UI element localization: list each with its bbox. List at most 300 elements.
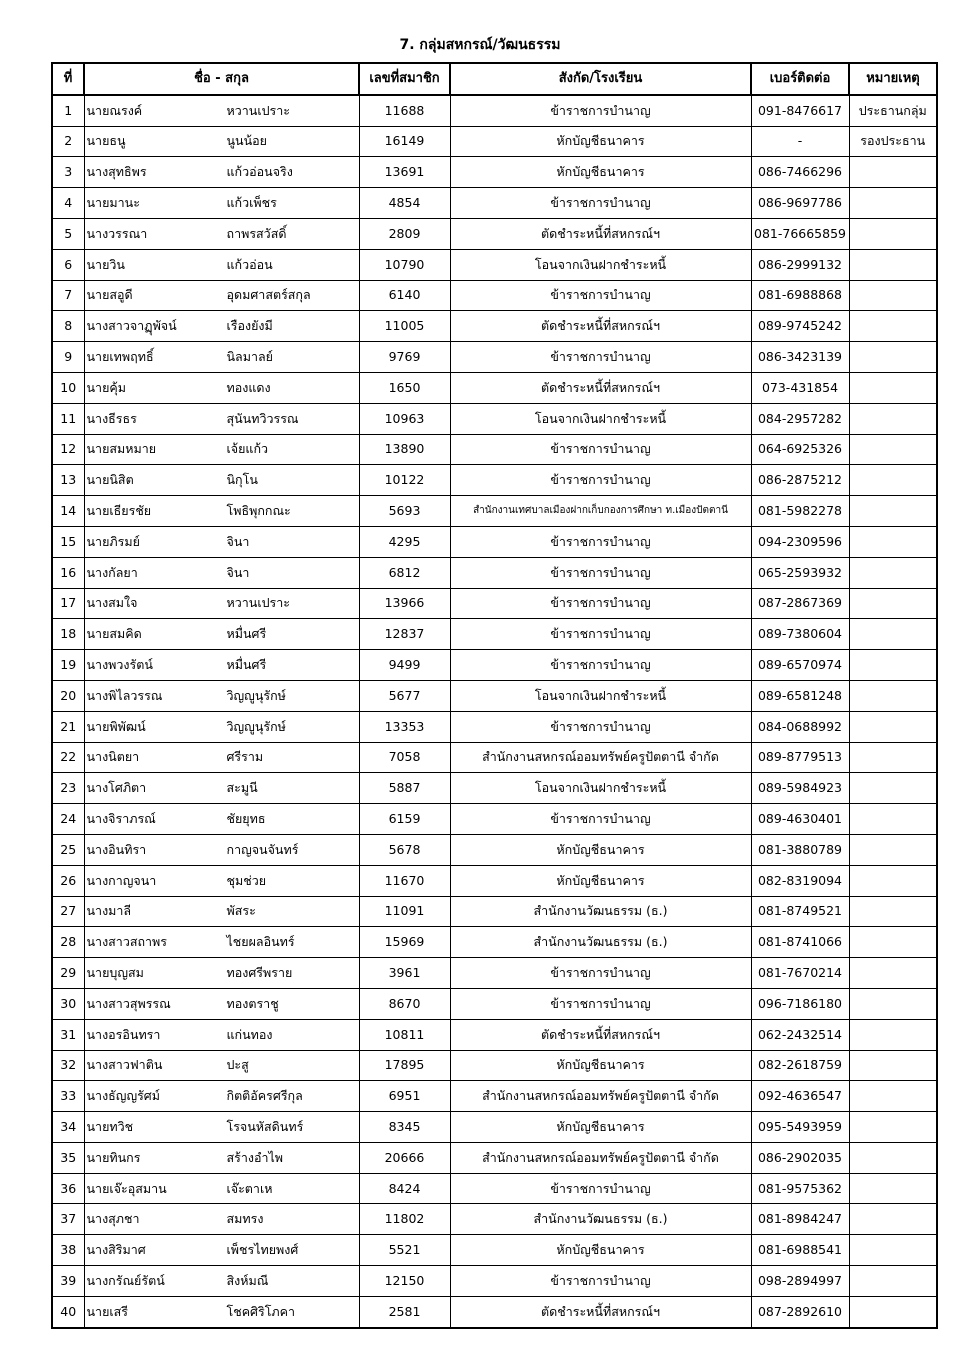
cell-phone: 081-9575362 <box>751 1173 849 1204</box>
first-name: นายเทพฤทธิ์ <box>86 349 154 365</box>
cell-member-no: 8670 <box>359 988 450 1019</box>
cell-affiliation: หักบัญชีธนาคาร <box>450 157 751 188</box>
cell-no: 13 <box>52 465 84 496</box>
cell-no: 35 <box>52 1142 84 1173</box>
cell-affiliation: โอนจากเงินฝากชำระหนี้ <box>450 680 751 711</box>
cell-phone: 094-2309596 <box>751 526 849 557</box>
cell-name <box>84 865 359 896</box>
table-row <box>52 1235 937 1266</box>
cell-affiliation: สำนักงานสหกรณ์ออมทรัพย์ครูปัตตานี จำกัด <box>450 1142 751 1173</box>
last-name: แก่นทอง <box>226 1026 273 1042</box>
cell-phone: 065-2593932 <box>751 557 849 588</box>
cell-name <box>84 526 359 557</box>
cell-note <box>849 988 937 1019</box>
cell-member-no: 10811 <box>359 1019 450 1050</box>
cell-affiliation: ข้าราชการบำนาญ <box>450 434 751 465</box>
cell-affiliation: ข้าราชการบำนาญ <box>450 526 751 557</box>
cell-member-no: 13890 <box>359 434 450 465</box>
cell-member-no: 13353 <box>359 711 450 742</box>
cell-phone: 096-7186180 <box>751 988 849 1019</box>
cell-phone: 082-8319094 <box>751 865 849 896</box>
last-name: แก้วเพ็ชร <box>226 195 277 211</box>
cell-phone: 086-3423139 <box>751 342 849 373</box>
header-no: ที่ <box>52 63 84 95</box>
cell-note <box>849 834 937 865</box>
cell-name <box>84 557 359 588</box>
last-name: ไชยผลอินทร์ <box>226 934 295 950</box>
table-row <box>52 1081 937 1112</box>
cell-affiliation: ตัดชำระหนี้ที่สหกรณ์ฯ <box>450 1019 751 1050</box>
cell-phone: 084-0688992 <box>751 711 849 742</box>
cell-name <box>84 218 359 249</box>
cell-name <box>84 126 359 157</box>
cell-phone: 089-8779513 <box>751 742 849 773</box>
last-name: แก้วอ่อนจริง <box>226 164 293 180</box>
cell-name <box>84 1142 359 1173</box>
cell-affiliation: ข้าราชการบำนาญ <box>450 280 751 311</box>
cell-affiliation: โอนจากเงินฝากชำระหนี้ <box>450 773 751 804</box>
cell-name <box>84 342 359 373</box>
table-row <box>52 372 937 403</box>
table-row <box>52 218 937 249</box>
table-row <box>52 1173 937 1204</box>
cell-phone: 081-76665859 <box>751 218 849 249</box>
cell-note <box>849 557 937 588</box>
cell-phone: 089-5984923 <box>751 773 849 804</box>
cell-phone: 098-2894997 <box>751 1266 849 1297</box>
cell-affiliation: สำนักงานวัฒนธรรม (ธ.) <box>450 1204 751 1235</box>
last-name: แก้วอ่อน <box>226 256 273 272</box>
table-row <box>52 588 937 619</box>
cell-note <box>849 218 937 249</box>
cell-member-no: 5678 <box>359 834 450 865</box>
table-row <box>52 1050 937 1081</box>
first-name: นายเธียรชัย <box>86 503 152 519</box>
cell-no: 39 <box>52 1266 84 1297</box>
table-row <box>52 742 937 773</box>
cell-phone: 089-4630401 <box>751 804 849 835</box>
cell-name <box>84 403 359 434</box>
cell-no: 10 <box>52 372 84 403</box>
first-name: นายธนู <box>86 133 126 149</box>
cell-member-no: 12837 <box>359 619 450 650</box>
cell-member-no: 4295 <box>359 526 450 557</box>
cell-affiliation: ข้าราชการบำนาญ <box>450 557 751 588</box>
cell-phone: 081-5982278 <box>751 496 849 527</box>
cell-member-no: 6812 <box>359 557 450 588</box>
cell-member-no: 5521 <box>359 1235 450 1266</box>
cell-note <box>849 804 937 835</box>
cell-name <box>84 896 359 927</box>
last-name: กาญจนจันทร์ <box>226 841 299 857</box>
cell-affiliation: ตัดชำระหนี้ที่สหกรณ์ฯ <box>450 372 751 403</box>
last-name: หวานเปราะ <box>226 102 290 118</box>
cell-affiliation: หักบัญชีธนาคาร <box>450 126 751 157</box>
table-row <box>52 126 937 157</box>
cell-no: 14 <box>52 496 84 527</box>
cell-member-no: 5693 <box>359 496 450 527</box>
last-name: กิตติอัครศรีกุล <box>226 1088 303 1104</box>
cell-no: 30 <box>52 988 84 1019</box>
cell-note <box>849 619 937 650</box>
cell-no: 26 <box>52 865 84 896</box>
cell-affiliation: ข้าราชการบำนาญ <box>450 1173 751 1204</box>
cell-member-no: 9769 <box>359 342 450 373</box>
cell-affiliation: ข้าราชการบำนาญ <box>450 588 751 619</box>
cell-phone: 081-8749521 <box>751 896 849 927</box>
first-name: นายนิสิต <box>86 472 134 488</box>
table-row <box>52 526 937 557</box>
cell-affiliation: หักบัญชีธนาคาร <box>450 1050 751 1081</box>
first-name: นางอินทิรา <box>86 841 147 857</box>
cell-phone: 086-2902035 <box>751 1142 849 1173</box>
cell-member-no: 12150 <box>359 1266 450 1297</box>
cell-member-no: 10790 <box>359 249 450 280</box>
cell-phone: 092-4636547 <box>751 1081 849 1112</box>
cell-note <box>849 465 937 496</box>
table-row <box>52 557 937 588</box>
cell-member-no: 5887 <box>359 773 450 804</box>
cell-member-no: 16149 <box>359 126 450 157</box>
cell-note <box>849 1019 937 1050</box>
cell-phone: 082-2618759 <box>751 1050 849 1081</box>
last-name: จินา <box>226 533 250 549</box>
first-name: นางนิตยา <box>86 749 140 765</box>
cell-no: 16 <box>52 557 84 588</box>
first-name: นางสาวฟาติน <box>86 1057 163 1073</box>
cell-affiliation: ข้าราชการบำนาญ <box>450 95 751 126</box>
cell-name <box>84 1204 359 1235</box>
cell-member-no: 6951 <box>359 1081 450 1112</box>
table-row <box>52 619 937 650</box>
cell-note <box>849 188 937 219</box>
first-name: นายทินกร <box>86 1149 141 1165</box>
cell-affiliation: หักบัญชีธนาคาร <box>450 1112 751 1143</box>
cell-note <box>849 958 937 989</box>
cell-member-no: 2581 <box>359 1296 450 1327</box>
last-name: ปะสู <box>226 1057 249 1073</box>
cell-name <box>84 1050 359 1081</box>
cell-name <box>84 311 359 342</box>
last-name: โพธิพุกกณะ <box>226 503 291 519</box>
table-row <box>52 865 937 896</box>
cell-no: 22 <box>52 742 84 773</box>
cell-name <box>84 95 359 126</box>
cell-affiliation: ตัดชำระหนี้ที่สหกรณ์ฯ <box>450 1296 751 1327</box>
cell-member-no: 6140 <box>359 280 450 311</box>
last-name: เรืองยังมี <box>226 318 273 334</box>
table-row <box>52 1142 937 1173</box>
cell-name <box>84 496 359 527</box>
cell-member-no: 20666 <box>359 1142 450 1173</box>
header-row <box>52 63 937 95</box>
cell-affiliation: ตัดชำระหนี้ที่สหกรณ์ฯ <box>450 311 751 342</box>
last-name: นูนน้อย <box>226 133 267 149</box>
first-name: นายสมคิด <box>86 626 142 642</box>
cell-phone: 089-6570974 <box>751 650 849 681</box>
cell-affiliation: ข้าราชการบำนาญ <box>450 650 751 681</box>
first-name: นางสิริมาศ <box>86 1242 146 1258</box>
cell-member-no: 9499 <box>359 650 450 681</box>
cell-no: 2 <box>52 126 84 157</box>
last-name: โชคศิริโภคา <box>226 1303 296 1319</box>
cell-note <box>849 588 937 619</box>
cell-no: 31 <box>52 1019 84 1050</box>
first-name: นางสาวจาฏุพัจน์ <box>86 318 177 334</box>
cell-no: 17 <box>52 588 84 619</box>
cell-phone: 089-6581248 <box>751 680 849 711</box>
table-row <box>52 773 937 804</box>
cell-name <box>84 958 359 989</box>
cell-note <box>849 280 937 311</box>
table-row <box>52 496 937 527</box>
table-row <box>52 465 937 496</box>
cell-note <box>849 1296 937 1327</box>
cell-affiliation: หักบัญชีธนาคาร <box>450 865 751 896</box>
table-row <box>52 650 937 681</box>
cell-phone: 081-6988868 <box>751 280 849 311</box>
cell-name <box>84 1235 359 1266</box>
cell-no: 29 <box>52 958 84 989</box>
cell-phone: 081-3880789 <box>751 834 849 865</box>
first-name: นายเสรี <box>86 1303 129 1319</box>
cell-note: ประธานกลุ่ม <box>849 95 937 126</box>
last-name: วิญญูนุรักษ์ <box>226 718 286 734</box>
cell-name <box>84 988 359 1019</box>
cell-name <box>84 650 359 681</box>
cell-name <box>84 588 359 619</box>
last-name: ศรีราม <box>226 749 264 765</box>
table-row <box>52 804 937 835</box>
cell-name <box>84 157 359 188</box>
cell-no: 1 <box>52 95 84 126</box>
cell-no: 33 <box>52 1081 84 1112</box>
last-name: ชัยยุทธ <box>226 811 266 827</box>
cell-name <box>84 434 359 465</box>
cell-note <box>849 1204 937 1235</box>
first-name: นายสมหมาย <box>86 441 157 457</box>
first-name: นางสาวสุพรรณ <box>86 995 171 1011</box>
cell-phone: 081-6988541 <box>751 1235 849 1266</box>
cell-no: 34 <box>52 1112 84 1143</box>
last-name: ทองตราชู <box>226 995 279 1011</box>
cell-affiliation: ข้าราชการบำนาญ <box>450 804 751 835</box>
first-name: นางพิไลวรรณ <box>86 687 163 703</box>
cell-name <box>84 1266 359 1297</box>
table-row <box>52 1112 937 1143</box>
cell-name <box>84 804 359 835</box>
cell-member-no: 8424 <box>359 1173 450 1204</box>
header-name: ชื่อ - สกุล <box>84 63 359 95</box>
cell-no: 40 <box>52 1296 84 1327</box>
cell-member-no: 2809 <box>359 218 450 249</box>
cell-note <box>849 773 937 804</box>
last-name: นิกุโน <box>226 472 258 488</box>
cell-phone: - <box>751 126 849 157</box>
member-table <box>51 62 938 1329</box>
cell-phone: 089-9745242 <box>751 311 849 342</box>
cell-member-no: 13966 <box>359 588 450 619</box>
cell-no: 37 <box>52 1204 84 1235</box>
cell-no: 24 <box>52 804 84 835</box>
last-name: เจ้ยแก้ว <box>226 441 269 457</box>
cell-member-no: 17895 <box>359 1050 450 1081</box>
first-name: นางธีรธร <box>86 410 137 426</box>
cell-phone: 086-7466296 <box>751 157 849 188</box>
cell-name <box>84 742 359 773</box>
cell-no: 19 <box>52 650 84 681</box>
last-name: เพ็ชรไทยพงศ์ <box>226 1242 299 1258</box>
cell-note <box>849 526 937 557</box>
last-name: หมื่นศรี <box>226 657 267 673</box>
cell-no: 23 <box>52 773 84 804</box>
last-name: เจ๊ะตาเห <box>226 1180 273 1196</box>
cell-member-no: 15969 <box>359 927 450 958</box>
cell-note <box>849 1112 937 1143</box>
first-name: นางสมใจ <box>86 595 138 611</box>
header-phone: เบอร์ติดต่อ <box>751 63 849 95</box>
cell-no: 36 <box>52 1173 84 1204</box>
cell-affiliation: ข้าราชการบำนาญ <box>450 465 751 496</box>
header-note: หมายเหตุ <box>849 63 937 95</box>
cell-member-no: 5677 <box>359 680 450 711</box>
last-name: สะมูนี <box>226 780 258 796</box>
cell-note <box>849 342 937 373</box>
cell-member-no: 1650 <box>359 372 450 403</box>
first-name: นายเจ๊ะอุสมาน <box>86 1180 167 1196</box>
cell-note <box>849 680 937 711</box>
last-name: ชุมช่วย <box>226 872 267 888</box>
last-name: อุดมศาสตร์สกุล <box>226 287 311 303</box>
cell-note <box>849 865 937 896</box>
cell-note: รองประธาน <box>849 126 937 157</box>
last-name: จินา <box>226 564 250 580</box>
cell-no: 38 <box>52 1235 84 1266</box>
table-row <box>52 434 937 465</box>
cell-phone: 062-2432514 <box>751 1019 849 1050</box>
first-name: นางโศภิตา <box>86 780 147 796</box>
cell-affiliation: ข้าราชการบำนาญ <box>450 188 751 219</box>
cell-no: 32 <box>52 1050 84 1081</box>
first-name: นายสอูดี <box>86 287 133 303</box>
cell-affiliation: ตัดชำระหนี้ที่สหกรณ์ฯ <box>450 218 751 249</box>
table-body <box>52 95 937 1328</box>
cell-name <box>84 465 359 496</box>
table-row <box>52 403 937 434</box>
table-row <box>52 927 937 958</box>
cell-note <box>849 496 937 527</box>
cell-member-no: 6159 <box>359 804 450 835</box>
first-name: นางอรอินทรา <box>86 1026 161 1042</box>
cell-note <box>849 742 937 773</box>
first-name: นายมานะ <box>86 195 140 211</box>
last-name: ทองศรีพราย <box>226 965 293 980</box>
cell-no: 21 <box>52 711 84 742</box>
cell-affiliation: ข้าราชการบำนาญ <box>450 619 751 650</box>
cell-no: 25 <box>52 834 84 865</box>
table-row <box>52 896 937 927</box>
cell-name <box>84 249 359 280</box>
cell-note <box>849 711 937 742</box>
cell-name <box>84 680 359 711</box>
cell-phone: 086-2999132 <box>751 249 849 280</box>
table-row <box>52 95 937 126</box>
cell-phone: 081-8984247 <box>751 1204 849 1235</box>
cell-no: 5 <box>52 218 84 249</box>
last-name: ถาพรสวัสดิ์ <box>226 225 287 241</box>
cell-note <box>849 896 937 927</box>
table-row <box>52 188 937 219</box>
cell-no: 4 <box>52 188 84 219</box>
table-row <box>52 342 937 373</box>
cell-affiliation: สำนักงานเทศบาลเมืองฝากเก็บกองการศึกษา ท.เมืองปัตตานี <box>450 496 751 527</box>
cell-phone: 081-8741066 <box>751 927 849 958</box>
last-name: หมื่นศรี <box>226 626 267 642</box>
first-name: นางกัลยา <box>86 564 138 580</box>
cell-affiliation: สำนักงานสหกรณ์ออมทรัพย์ครูปัตตานี จำกัด <box>450 1081 751 1112</box>
first-name: นายบุญสม <box>86 965 144 980</box>
cell-no: 28 <box>52 927 84 958</box>
cell-name <box>84 619 359 650</box>
cell-name <box>84 372 359 403</box>
first-name: นายภิรมย์ <box>86 533 140 549</box>
cell-phone: 087-2892610 <box>751 1296 849 1327</box>
table-row <box>52 1266 937 1297</box>
cell-member-no: 3961 <box>359 958 450 989</box>
cell-name <box>84 1019 359 1050</box>
cell-note <box>849 1050 937 1081</box>
table-row <box>52 988 937 1019</box>
first-name: นางมาลี <box>86 903 132 919</box>
cell-phone: 086-9697786 <box>751 188 849 219</box>
cell-member-no: 10963 <box>359 403 450 434</box>
last-name: ทองแดง <box>226 379 271 395</box>
table-row <box>52 249 937 280</box>
cell-phone: 086-2875212 <box>751 465 849 496</box>
last-name: โรจนหัสดินทร์ <box>226 1118 304 1134</box>
cell-note <box>849 249 937 280</box>
cell-phone: 064-6925326 <box>751 434 849 465</box>
cell-name <box>84 280 359 311</box>
header-member-no: เลขที่สมาชิก <box>359 63 450 95</box>
cell-note <box>849 311 937 342</box>
cell-member-no: 4854 <box>359 188 450 219</box>
cell-phone: 089-7380604 <box>751 619 849 650</box>
first-name: นางกาญจนา <box>86 872 157 888</box>
table-row <box>52 157 937 188</box>
table-row <box>52 958 937 989</box>
cell-no: 3 <box>52 157 84 188</box>
cell-note <box>849 1235 937 1266</box>
cell-phone: 087-2867369 <box>751 588 849 619</box>
cell-name <box>84 711 359 742</box>
cell-no: 9 <box>52 342 84 373</box>
last-name: สร้างอำไพ <box>226 1149 284 1165</box>
first-name: นางสุภชา <box>86 1211 140 1227</box>
cell-affiliation: สำนักงานวัฒนธรรม (ธ.) <box>450 927 751 958</box>
cell-name <box>84 1112 359 1143</box>
first-name: นางธัญญรัศม์ <box>86 1088 160 1104</box>
cell-note <box>849 372 937 403</box>
cell-no: 18 <box>52 619 84 650</box>
cell-affiliation: สำนักงานวัฒนธรรม (ธ.) <box>450 896 751 927</box>
first-name: นางจิราภรณ์ <box>86 811 156 827</box>
cell-no: 15 <box>52 526 84 557</box>
last-name: นิลมาลย์ <box>226 349 273 365</box>
first-name: นายคุ้ม <box>86 379 126 395</box>
cell-note <box>849 1142 937 1173</box>
cell-no: 12 <box>52 434 84 465</box>
